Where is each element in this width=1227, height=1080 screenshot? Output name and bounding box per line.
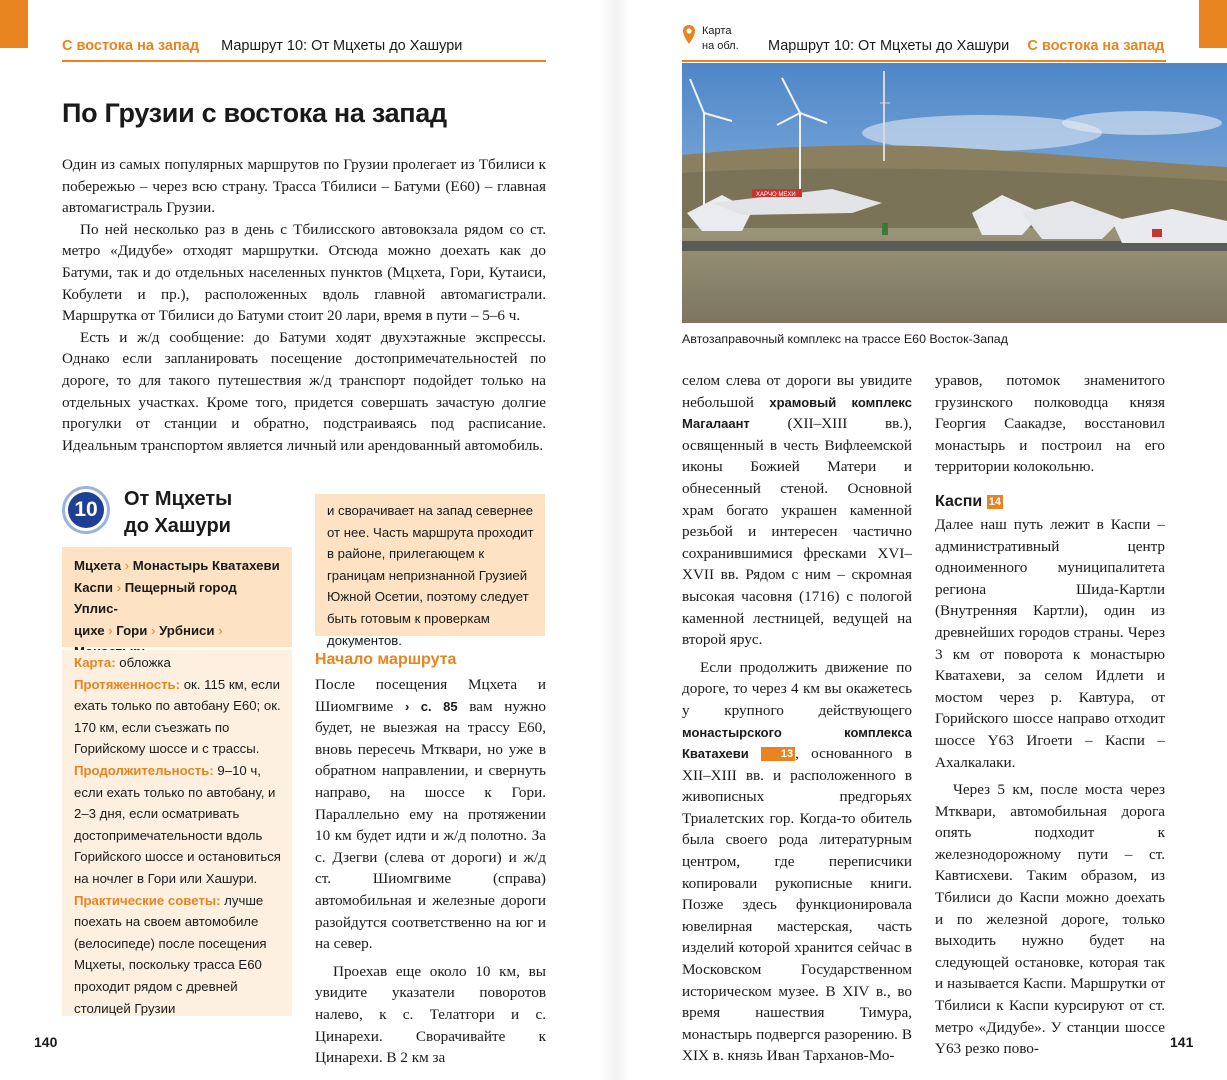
info-label: Практические советы: [74,892,221,908]
intro-text [62,154,546,456]
map-label: Карта [702,25,732,37]
left-running-header [62,38,462,54]
info-value: ок. 115 км, если ехать только по автобану Е60; ок. 170 км, если съезжать по Горийскому шоссе и с трассы. [74,676,281,757]
route-stop: Каспи [74,579,113,595]
info-label: Протяженность: [74,676,181,692]
route-stop: цихе [74,622,105,638]
right-column-1 [682,370,912,1067]
left-header-section: С востока на запад [62,38,200,54]
info-value: 9–10 ч, если ехать только по автобану, и 2–3 дня, если осматривать достопримечательности вдоль Горийского шоссе и остановиться на ночлег в Гори или Хашури. [74,762,281,886]
left-header-rule [62,60,546,62]
map-marker-number: 13 [761,747,795,761]
right-page-number: 141 [1170,1034,1194,1050]
photo-caption: Автозаправочный комплекс на трассе Е60 Восток-Запад [682,332,1008,346]
page-reference-link[interactable]: › с. 85 [404,698,458,714]
route-info-box [62,650,292,1016]
right-column-2 [935,370,1165,1060]
gas-station-photo [682,63,1227,323]
route-title-line: От Мцхеты [124,488,233,510]
page-title: По Грузии с востока на запад [62,98,447,128]
left-header-route: Маршрут 10: От Мцхеты до Хашури [221,38,463,54]
info-length [74,674,282,760]
body-paragraph: уравов, потомок знаменитого грузинского полководца князя Георгия Саакадзе, восстановил монастырь и построил на его территории колокольню. [935,372,1165,476]
right-header-section: С востока на запад [1027,38,1165,54]
body-paragraph: Если продолжить движение по дороге, то через 4 км вы окажетесь у крупного действующего монастырского комплекса Кватахеви 13 , основанного в XII–XIII вв. и расположенного в живописных предгорьях Триалетских гор. Когда-то обитель была своего рода литературным центром, где переписчики копировали рукописные книги. Позже здесь функционировала ювелирная мастерская, часть изделий которой хранится сейчас в Московском Государственном историческом музее. В XIV в., во время нашествия Тимура, монастырь подвергся разорению. В XIX в. князь Иван Тарханов-Мо- [682,658,912,1065]
map-pin-icon [682,24,696,50]
body-paragraph: Через 5 км, после моста через Мтквари, автомобильная дорога опять подходит к железнодорожному пути – ст. Кавтисхеви. Таким образом, из Тбилиси до Каспи можно доехать и по железной дороге, только выходить нужно будет на следующей остановке, которая так и называется Каспи. Маршрутки от Тбилиси к Каспи курсируют от ст. метро «Дидубе». У станции шоссе Y63 резко пово- [935,781,1165,1058]
right-page-tab [1199,0,1227,48]
left-page-number: 140 [34,1034,58,1050]
photo-sign-text: ХАРЧО МЕХИ [756,192,796,198]
map-reference [702,24,739,54]
body-paragraph: селом слева от дороги вы увидите небольшой храмовый комплекс Магалаант (XII–XIII вв.), освященный в честь Вифлеемской иконы Божией Матери и обнесенный стеной. Основной храм богато украшен каменной резьбой и интересен частично сохранившимися фресками XVI–XVII вв. Рядом с ним – скромная высокая часовня (1716) с пологой каменной лестницей, ведущей на второй ярус. [682,372,912,649]
note-text: и сворачивает на запад севернее от нее. Часть маршрута проходит в районе, прилегающем к границам непризнанной Грузией Южной Осетии, поэтому следует быть готовым к проверкам документов. [327,503,534,648]
start-paragraph: Проехав еще около 10 км, вы увидите указатели поворотов налево, к с. Телатгори и с. Цинарехи. Сворачивайте к Цинарехи. В 2 км за [315,962,546,1067]
route-title [124,486,232,540]
route-stops-box: Мцхета › Монастырь Кватахеви Каспи › Пещерный город Уплис- цихе › Гори › Урбниси › [62,547,292,647]
info-label: Карта: [74,655,116,670]
start-text [315,674,546,1069]
right-header-route: Маршрут 10: От Мцхеты до Хашури [768,38,1010,54]
intro-paragraph: Есть и ж/д сообщение: до Батуми ходят двухэтажные экспрессы. Однако если запланировать посещение достопримечательностей по дороге, то для такого путешествия ж/д транспорт подойдет только на отдельных участках. Кроме того, придется совершать зачастую долгие прогулки от станции и обратно, подстраиваясь под расписание. Идеальным транспортом является личный или арендованный автомобиль. [62,328,546,454]
left-page-tab [0,0,28,48]
place-name: храмовый комплекс Магалаант [682,394,912,432]
place-name: монастырского комплекса Кватахеви [682,724,912,762]
route-stop: Мцхета [74,558,122,573]
kaspi-heading [935,490,1165,514]
right-running-header [768,38,1164,54]
info-duration [74,760,282,890]
route-stop: Гори [116,622,148,638]
route-title-line: до Хашури [124,515,231,537]
route-number-badge [62,486,110,534]
intro-paragraph: По ней несколько раз в день с Тбилисского автовокзала рядом со ст. метро «Дидубе» отходят маршрутки. Отсюда можно доехать как до Батуми, так и до отдельных населенных пунктов (Мцхета, Гори, Кутаиси, Кобулети и пр.), расположенных вдоль главной автомагистрали. Маршрутка от Тбилиси до Батуми стоит 20 лари, время в пути – 5–6 ч. [62,220,546,325]
info-label: Продолжительность: [74,762,214,778]
map-marker-number: 14 [988,495,1001,508]
body-paragraph: Далее наш путь лежит в Каспи – административный центр одноименного муниципалитета региона Шида-Картли (Внутренняя Картли), один из древнейших городов страны. Через 3 км от поворота к монастырю Кватахеви, за селом Идлети и мостом через р. Кавтура, от Горийского шоссе направо отходит шоссе Y63 Игоети – Каспи – Ахалкалаки. [935,515,1165,771]
right-header-rule [682,60,1166,62]
route-stop: Урбниси [159,622,215,638]
info-value: лучше поехать на своем автомобиле (велосипеде) после посещения Мцхеты, поскольку трасса Е60 проходит рядом с древней столицей Грузии [74,892,267,1016]
route-stop: Монастырь Кватахеви [132,558,280,573]
info-value: обложка [115,655,171,670]
route-stop: Пещерный город Уплис- [74,579,237,617]
route-note-box [315,494,545,648]
intro-paragraph: Один из самых популярных маршрутов по Грузии пролегает из Тбилиси к побережью – через всю страну. Трасса Тбилиси – Батуми (Е60) – главная автомагистраль Грузии. [62,156,546,217]
start-heading: Начало маршрута [315,651,457,668]
route-number: 10 [68,492,104,528]
kaspi-heading-text: Каспи [935,492,983,510]
info-map [74,652,282,674]
map-label: на обл. [702,40,739,52]
info-advice [74,890,282,1020]
page-gutter [600,0,630,1080]
start-paragraph: После посещения Мцхета и Шиомгвиме › с. 85 вам нужно будет, не выезжая на трассу Е60, вновь пересечь Мтквари, но уже в обратном направлении, и свернуть направо, на шоссе к Гори. Параллельно ему на протяжении 10 км будет идти и ж/д полотно. За с. Дзегви (слева от дороги) и ж/д ст. Шиомгвиме (справа) автомобильная и железные дороги разойдутся соответственно на юг и на север. [315,676,547,953]
